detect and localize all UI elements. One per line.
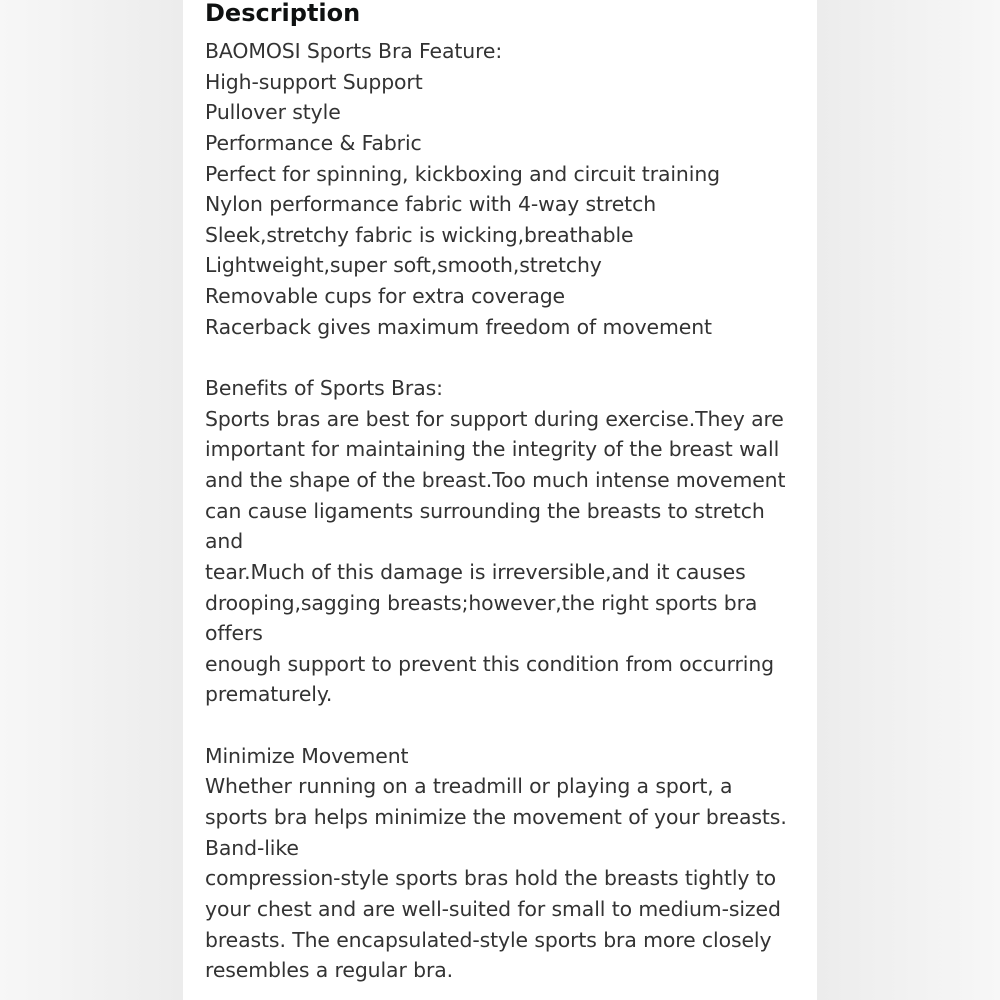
benefits-line: tear.Much of this damage is irreversible,and it causes bbox=[205, 559, 746, 584]
movement-line: sports bra helps minimize the movement of your breasts. bbox=[205, 805, 787, 830]
feature-line: Removable cups for extra coverage bbox=[205, 284, 566, 309]
description-heading: Description bbox=[205, 0, 361, 27]
benefits-line: can cause ligaments surrounding the breasts to stretch bbox=[205, 498, 765, 523]
right-margin bbox=[817, 0, 1000, 1000]
benefits-section-title: Benefits of Sports Bras: bbox=[205, 376, 443, 401]
movement-line: breasts. The encapsulated-style sports bra more closely bbox=[205, 927, 772, 952]
feature-line: Nylon performance fabric with 4-way stretch bbox=[205, 192, 657, 217]
left-margin bbox=[0, 0, 183, 1000]
paragraph-spacer bbox=[205, 710, 815, 741]
feature-section-title: BAOMOSI Sports Bra Feature: bbox=[205, 39, 503, 63]
feature-line: Lightweight,super soft,smooth,stretchy bbox=[205, 253, 602, 278]
movement-line: Band-like bbox=[205, 835, 299, 860]
benefits-line: important for maintaining the integrity of the breast wall bbox=[205, 437, 780, 462]
benefits-line: prematurely. bbox=[205, 682, 333, 707]
description-body bbox=[205, 36, 815, 986]
benefits-line: drooping,sagging breasts;however,the right sports bra bbox=[205, 590, 758, 615]
movement-section-title: Minimize Movement bbox=[205, 743, 409, 768]
benefits-line: and bbox=[205, 529, 244, 554]
benefits-line: Sports bras are best for support during exercise.They are bbox=[205, 406, 784, 431]
feature-line: Racerback gives maximum freedom of movement bbox=[205, 314, 712, 339]
paragraph-spacer bbox=[205, 342, 815, 373]
benefits-line: offers bbox=[205, 621, 263, 646]
feature-line: High-support Support bbox=[205, 69, 423, 94]
feature-line: Pullover style bbox=[205, 100, 341, 125]
benefits-line: enough support to prevent this condition from occurring bbox=[205, 651, 775, 676]
feature-line: Perfect for spinning, kickboxing and circuit training bbox=[205, 161, 720, 186]
movement-line: your chest and are well-suited for small to medium-sized bbox=[205, 896, 781, 921]
movement-line: compression-style sports bras hold the breasts tightly to bbox=[205, 866, 777, 891]
feature-line: Performance & Fabric bbox=[205, 130, 422, 155]
feature-line: Sleek,stretchy fabric is wicking,breathable bbox=[205, 222, 634, 247]
movement-line: resembles a regular bra. bbox=[205, 958, 454, 983]
description-card bbox=[183, 0, 817, 1000]
movement-line: Whether running on a treadmill or playing a sport, a bbox=[205, 774, 733, 799]
benefits-line: and the shape of the breast.Too much intense movement bbox=[205, 467, 786, 492]
